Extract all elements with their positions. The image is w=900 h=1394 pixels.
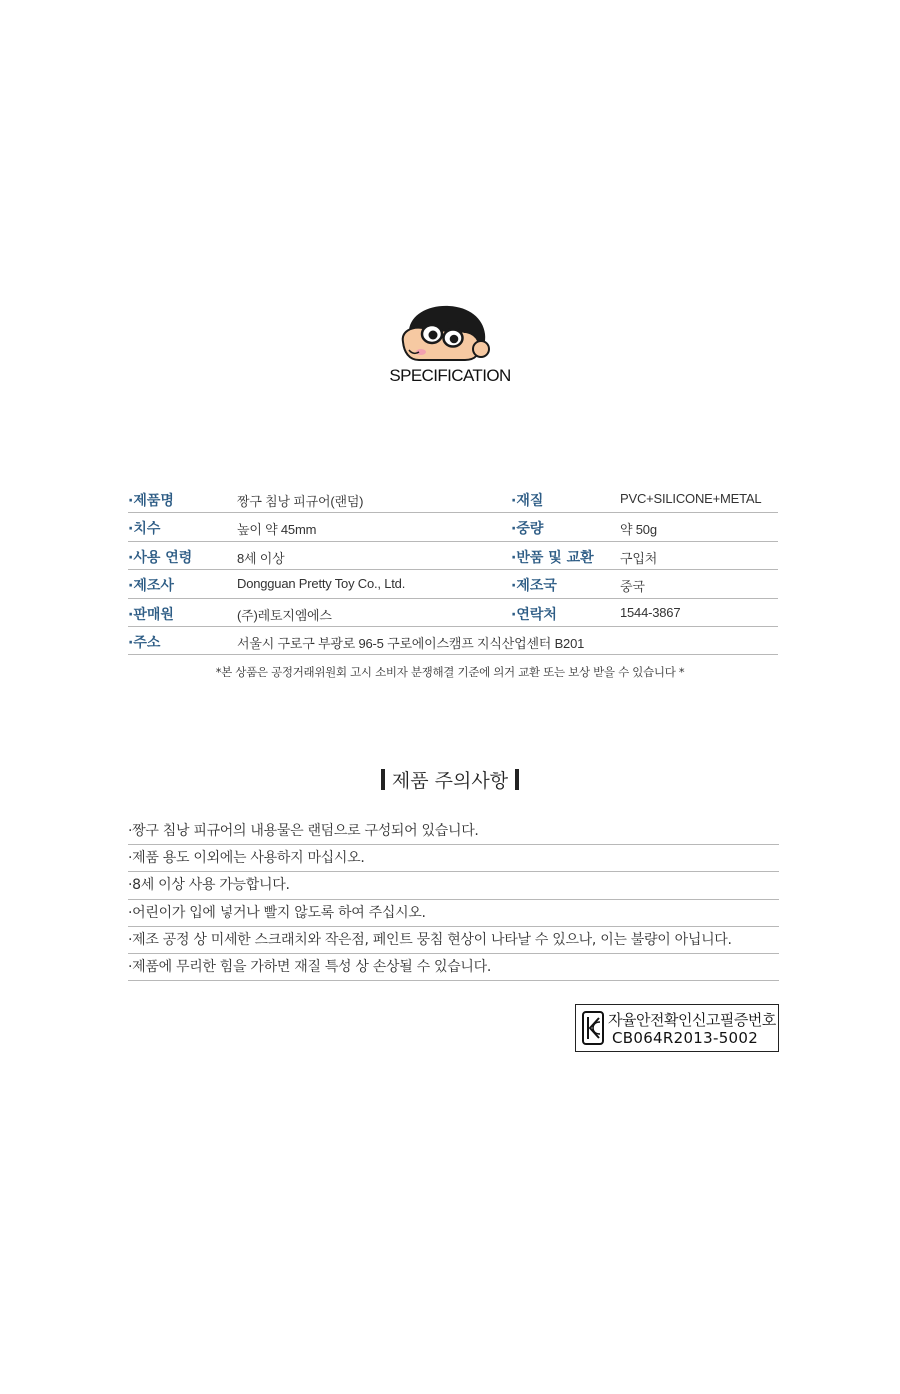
spec-label: ·판매원 — [128, 606, 174, 623]
spec-value: 짱구 침낭 피규어(랜덤) — [237, 494, 364, 509]
spec-value: 서울시 구로구 부광로 96-5 구로에이스캠프 지식산업센터 B201 — [237, 635, 585, 651]
spec-value: 약 50g — [620, 522, 657, 538]
spec-value: 1544-3867 — [620, 604, 681, 620]
spec-row — [128, 485, 778, 513]
spec-row — [128, 627, 778, 655]
spec-note: *본 상품은 공정거래위원회 고시 소비자 분쟁해결 기준에 의거 교환 또는 보상 받을 수 있습니다 * — [215, 665, 685, 679]
spec-value: (주)레토지엠에스 — [237, 607, 332, 623]
spec-row — [128, 570, 778, 598]
bracket-bar-icon — [515, 769, 519, 790]
spec-value: 중국 — [620, 579, 645, 595]
caution-item: ·어린이가 입에 넣거나 빨지 않도록 하여 주십시오. — [128, 900, 779, 927]
caution-item: ·제조 공정 상 미세한 스크래치와 작은점, 페인트 뭉침 현상이 나타날 수 있으나, 이는 불량이 아닙니다. — [128, 927, 779, 954]
caution-item: ·제품 용도 이외에는 사용하지 마십시오. — [128, 845, 779, 872]
spec-label: ·치수 — [128, 521, 161, 538]
spec-label: ·제품명 — [128, 493, 174, 509]
spec-value: 높이 약 45mm — [237, 522, 317, 538]
spec-label: ·사용 연령 — [128, 549, 193, 566]
kc-label: 자율안전확인신고필증번호 — [608, 1011, 776, 1029]
spec-row — [128, 513, 778, 541]
spec-value: Dongguan Pretty Toy Co., Ltd. — [237, 576, 406, 592]
caution-item: ·제품에 무리한 힘을 가하면 재질 특성 상 손상될 수 있습니다. — [128, 954, 779, 981]
kc-certification-box — [575, 1004, 779, 1052]
spec-label: ·재질 — [511, 493, 544, 509]
kc-mark-icon — [582, 1011, 604, 1045]
caution-title-text: 제품 주의사항 — [391, 770, 509, 792]
caution-item: ·짱구 침낭 피규어의 내용물은 랜덤으로 구성되어 있습니다. — [128, 818, 779, 845]
bracket-bar-icon — [381, 769, 385, 790]
spec-value: PVC+SILICONE+METAL — [620, 491, 762, 506]
spec-row — [128, 599, 778, 627]
spec-label: ·제조사 — [128, 578, 174, 595]
spec-label: ·제조국 — [511, 578, 557, 595]
spec-title: SPECIFICATION — [389, 366, 511, 385]
kc-number: CB064R2013-5002 — [612, 1029, 759, 1047]
spec-value: 구입처 — [620, 550, 658, 566]
spec-label: ·연락처 — [511, 606, 557, 623]
spec-label: ·중량 — [511, 521, 544, 538]
spec-table — [128, 485, 778, 655]
spec-value: 8세 이상 — [237, 550, 285, 566]
spec-label: ·주소 — [128, 634, 161, 651]
shinchan-face-icon — [395, 302, 505, 364]
spec-label: ·반품 및 교환 — [511, 549, 594, 566]
caution-list — [128, 818, 779, 981]
spec-row — [128, 542, 778, 570]
caution-item: ·8세 이상 사용 가능합니다. — [128, 872, 779, 899]
caution-title — [0, 766, 900, 793]
